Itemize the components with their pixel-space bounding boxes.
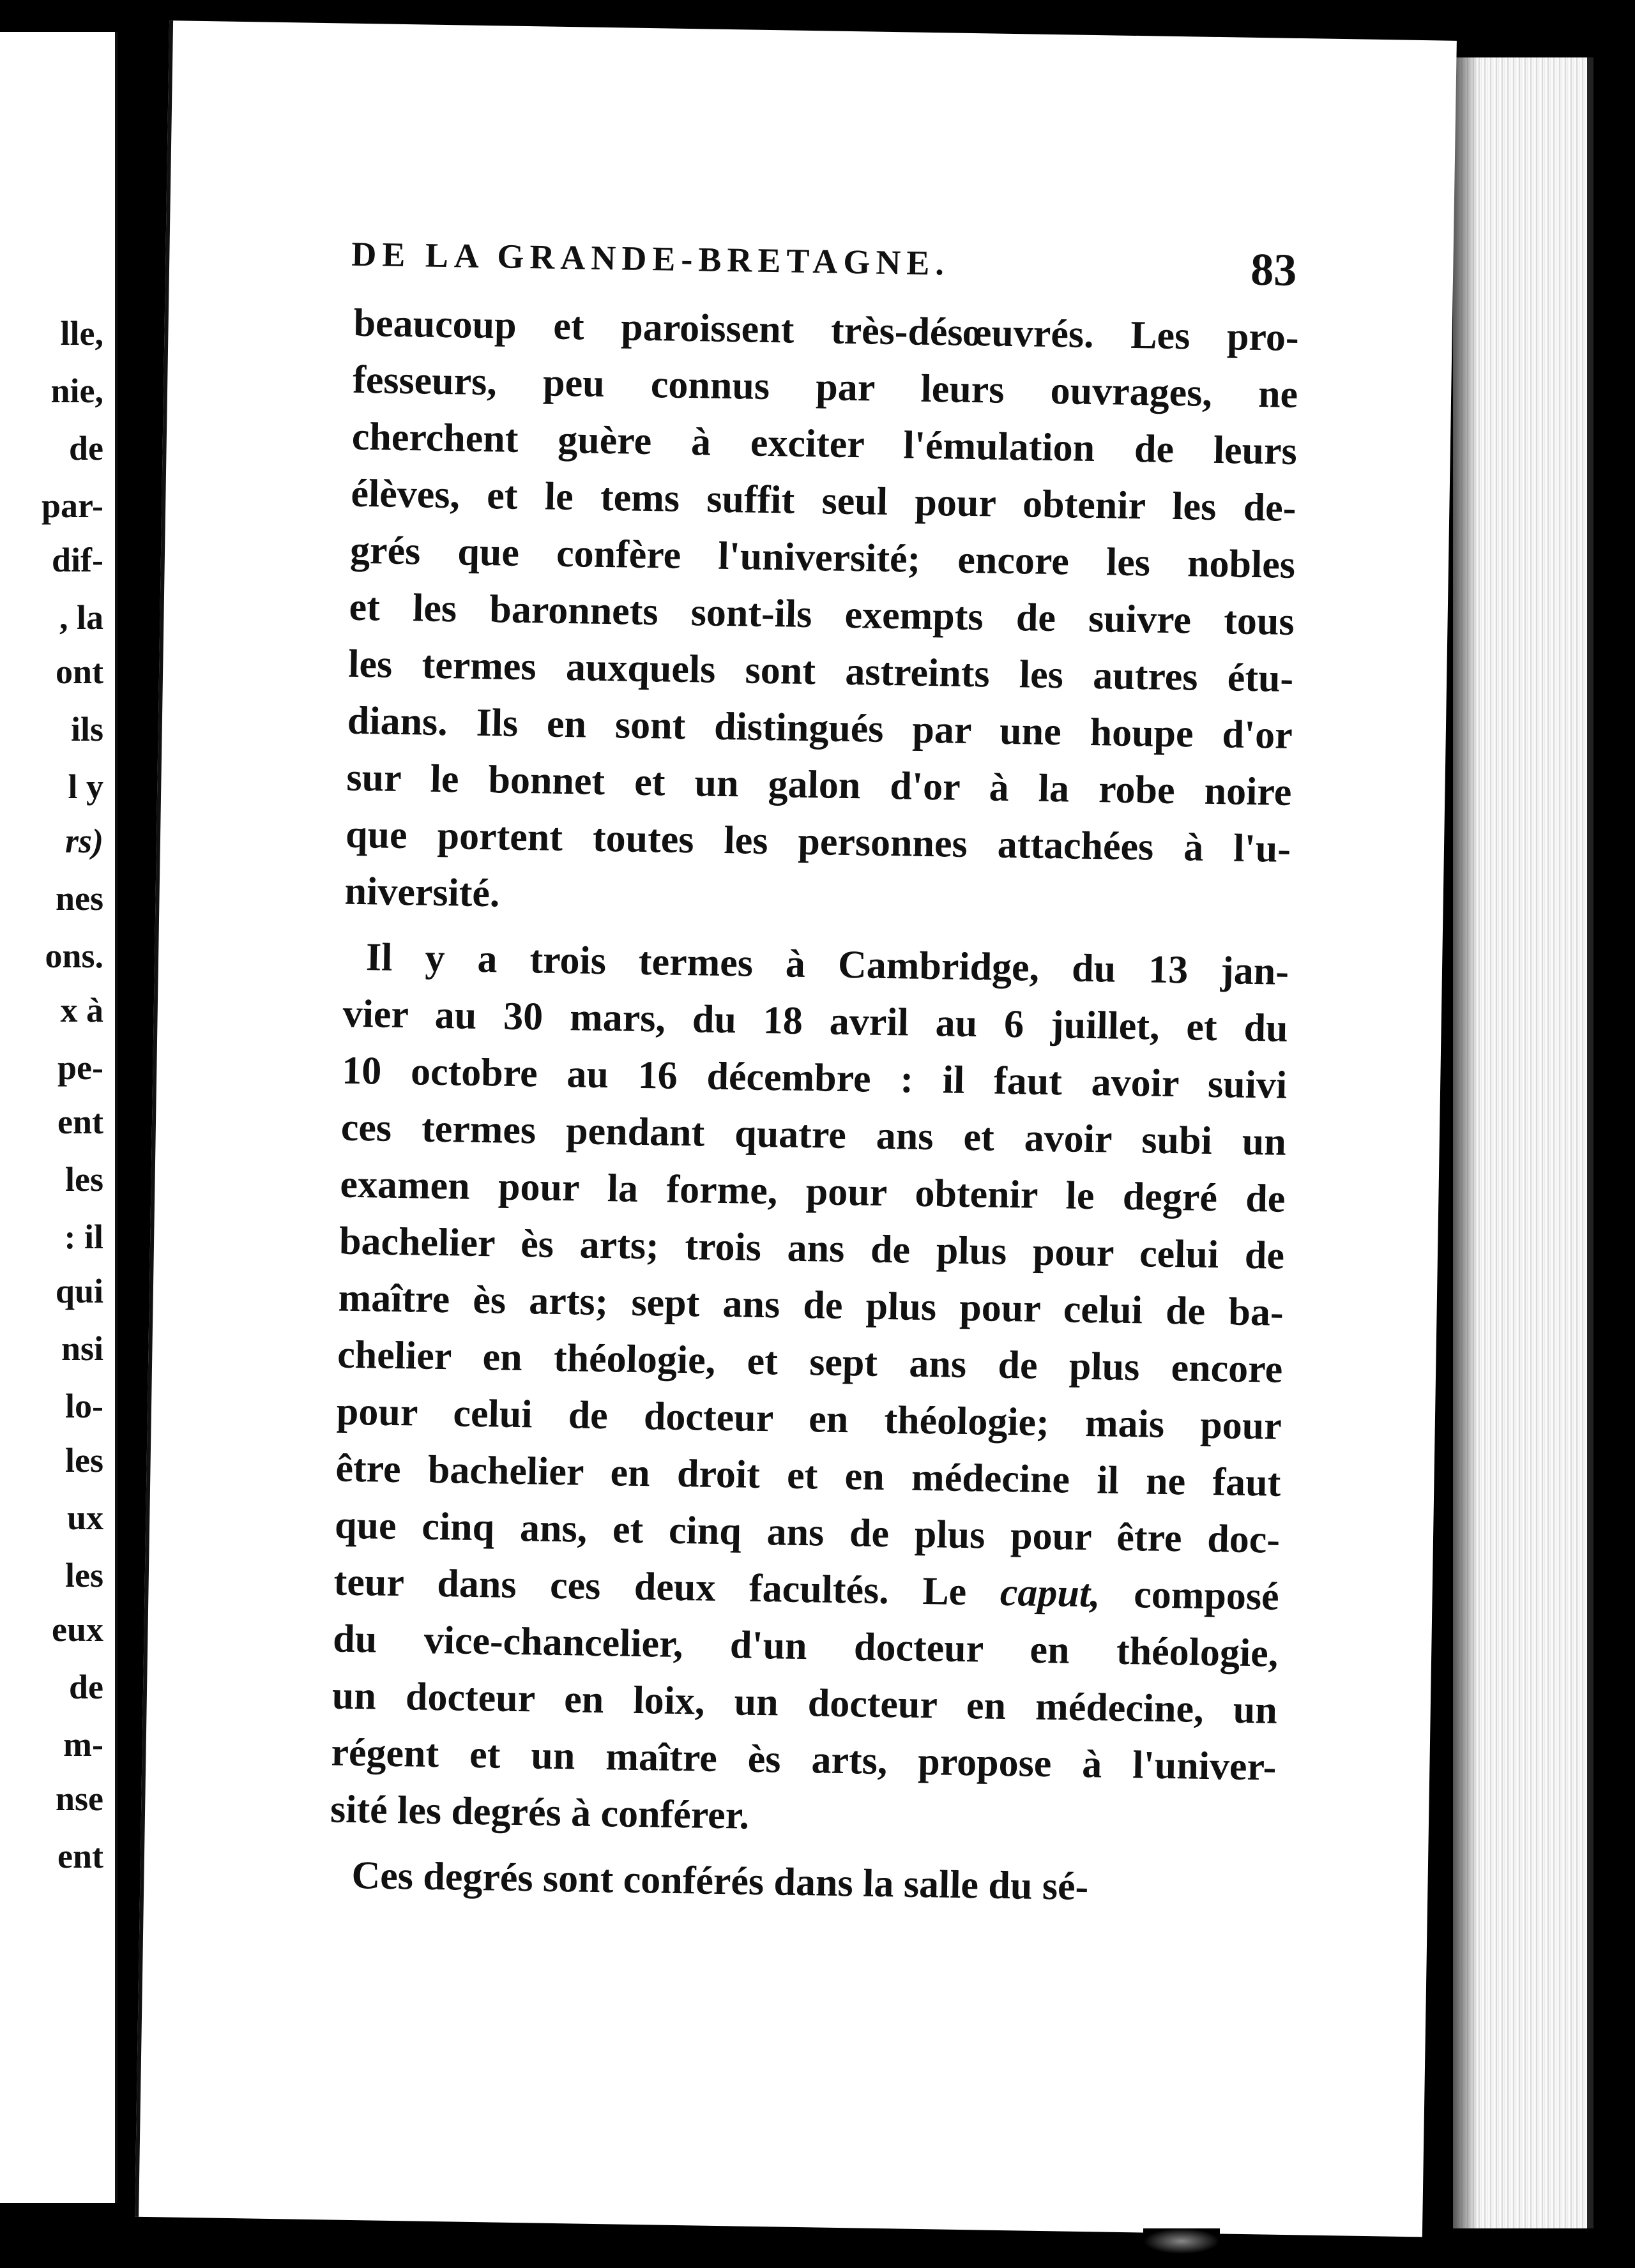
facing-page-line: nsi (61, 1329, 103, 1368)
facing-page-line: par- (42, 487, 103, 525)
text-line: dians. Ils en sont distingués par une houpe d'or (347, 699, 1293, 757)
text-line: chelier en théologie, et sept ans de plus encore (337, 1333, 1283, 1391)
facing-page-line: lo- (65, 1387, 103, 1425)
text-line: pour celui de docteur en théologie; mais pour (336, 1389, 1282, 1448)
text-line: régent et un maître ès arts, propose à l'univer- (331, 1730, 1277, 1789)
facing-page-line: ont (55, 653, 103, 691)
facing-page-line: ons. (45, 937, 103, 975)
running-head (351, 234, 1297, 306)
text-line: vier au 30 mars, du 18 avril au 6 juillet, et du (342, 992, 1289, 1050)
facing-page-line: les (65, 1160, 103, 1198)
facing-page-line: dif- (52, 541, 103, 579)
text-line: et les baronnets sont-ils exempts de suivre tous (349, 585, 1295, 644)
text-line: 10 octobre au 16 décembre : il faut avoir suivi (341, 1048, 1288, 1107)
text-line: être bachelier en droit et en médecine il ne faut (335, 1446, 1281, 1505)
facing-page-line: : il (64, 1218, 103, 1256)
facing-page-line: ent (57, 1837, 103, 1875)
facing-page-line: ent (57, 1103, 103, 1141)
facing-page-line: de (69, 1668, 103, 1706)
text-line: examen pour la forme, pour obtenir le degré de (339, 1162, 1286, 1221)
text-line: Il y a trois termes à Cambridge, du 13 jan- (365, 935, 1289, 994)
facing-page-line: m- (63, 1725, 103, 1764)
facing-page-line: nse (55, 1780, 103, 1818)
facing-page-line: les (65, 1441, 103, 1479)
facing-page-fragment (0, 32, 118, 2203)
facing-page-line: rs) (65, 822, 103, 860)
text-line: que portent toutes les personnes attachées à l'u- (345, 812, 1291, 871)
book-page (135, 20, 1457, 2237)
text-line: Ces degrés sont conférés dans la salle du sé- (351, 1854, 1089, 1909)
running-title: DE LA GRANDE-BRETAGNE. (351, 234, 950, 283)
text-line: sité les degrés à conférer. (330, 1787, 750, 1838)
text-line: un docteur en loix, un docteur en médecine, un (331, 1674, 1278, 1732)
scan-artifact (1143, 2228, 1220, 2254)
text-line: bachelier ès arts; trois ans de plus pour celui de (338, 1219, 1285, 1278)
text-line: les termes auxquels sont astreints les autres étu- (347, 642, 1294, 700)
facing-page-line: x à (60, 991, 103, 1029)
facing-page-line: pe- (57, 1048, 103, 1087)
facing-page-line: lle, (60, 314, 103, 352)
text-line: fesseurs, peu connus par leurs ouvrages, ne (352, 358, 1298, 416)
page-number: 83 (1250, 243, 1297, 296)
facing-page-line: ux (66, 1499, 103, 1537)
facing-page-line: de (69, 429, 103, 467)
text-line: ces termes pendant quatre ans et avoir subi un (340, 1105, 1287, 1164)
facing-page-line: les (65, 1556, 103, 1594)
book-page-edges (1453, 57, 1593, 2228)
facing-page-line: eux (52, 1610, 103, 1649)
facing-page-line: , la (59, 598, 103, 637)
text-line: grés que confère l'université; encore les nobles (349, 528, 1296, 587)
body-text (329, 295, 1299, 1919)
facing-page-line: qui (55, 1272, 103, 1310)
facing-page-line: nie, (50, 372, 103, 410)
facing-page-line: ils (70, 710, 103, 748)
page-edge-shadow (1453, 57, 1479, 2228)
text-line: du vice-chancelier, d'un docteur en théologie, (332, 1617, 1279, 1675)
text-line: beaucoup et paroissent très-désœuvrés. Les pro- (353, 301, 1300, 360)
facing-page-line: nes (55, 879, 103, 918)
text-line: cherchent guère à exciter l'émulation de leurs (351, 414, 1298, 473)
text-line: sur le bonnet et un galon d'or à la robe noire (346, 755, 1292, 814)
text-line: maître ès arts; sept ans de plus pour celui de ba- (338, 1276, 1284, 1334)
text-line: niversité. (344, 869, 501, 916)
text-line: teur dans ces deux facultés. Le caput, composé (333, 1560, 1280, 1619)
text-line: que cinq ans, et cinq ans de plus pour être doc- (334, 1503, 1281, 1562)
facing-page-line: l y (68, 767, 103, 806)
text-line: élèves, et le tems suffit seul pour obtenir les de- (350, 471, 1297, 530)
italic-term: caput, (1000, 1570, 1101, 1616)
